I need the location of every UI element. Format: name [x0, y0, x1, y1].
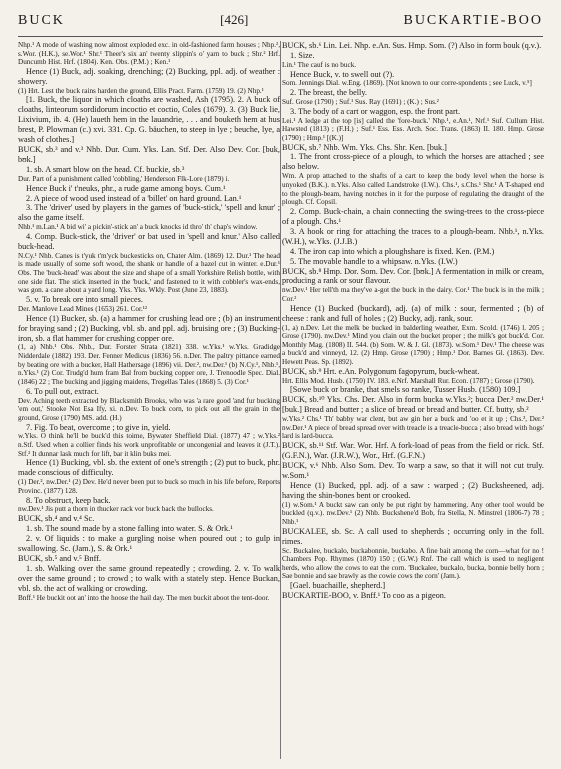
column-divider: [280, 41, 281, 759]
citation-paragraph: nw.Dev.¹ Jis putt a thorn in thucker rack vor buck back the bullocks.: [18, 505, 214, 514]
sense-paragraph: 1. sb. A smart blow on the head. Cf. buckie, sb.³: [26, 165, 185, 174]
citation-paragraph: (1, a) n.Dev. Let the melk be bucked in balderling weather, Exm. Scold. (1746) l. 205 ; Grose (1790). nw.Dev.¹ Mind you clain out the bucket proper ; the milk's got buck'd. Cor. Monthly Mag. (1808) II. 544. (b) Som. W. & J. Gl. (1873). w.Som.¹ Dev.¹ The cheese was a buck'd and vinneyd, 12. (2) Hmp. Grose (1790) ; Hmp.¹ Dor. Barnes Gl. (1863). Dev. Hewett Peas. Sp. (1892).: [282, 323, 544, 367]
citation-paragraph: (1) Hrt. Lest the buck rains harden the ground, Ellis Pract. Farm. (1759) 19. (2) Nhp.¹: [18, 86, 264, 95]
sense-paragraph: 7. Fig. To beat, overcome ; to give in, yield.: [26, 422, 171, 432]
entry-paragraph: BUCK, v.⁶ Nhb. Also Som. Dev. To warp a saw, so that it will not cut truly. w.Som.¹: [282, 460, 544, 480]
sense-paragraph: 5. v. To break ore into small pieces.: [26, 295, 143, 305]
sense-paragraph: 2. Comp. Buck-chain, a chain connecting the swing-trees to the cross-piece of a plough. Chs.¹: [282, 206, 544, 226]
sense-paragraph: 2. The breast, the belly.: [290, 88, 367, 98]
entry-paragraph: BUCK, sb.¹⁰ Yks. Chs. Der. Also in form bucka w.Yks.²; bucca Der.² nw.Der.¹ [buk.] Bread and butter ; a slice of bread or bread and butter. Cf. butty, sb.²: [282, 395, 544, 415]
citation-paragraph: Der. Manlove Lead Mines (1653) 261. Cor.¹²: [18, 304, 148, 313]
sense-paragraph: 2. A piece of wood used instead of a 'billet' on hard ground. Lan.¹: [26, 193, 242, 203]
citation-paragraph: Lin.¹ The cauf is no buck.: [282, 60, 357, 69]
sense-paragraph: [Sowe buck or branke, that smels so ranke, Tusser Husb. (1580) 109.]: [290, 385, 521, 395]
sense-paragraph: 4. The iron cap into which a ploughshare is fixed. Ken. (P.M.): [290, 246, 495, 256]
sense-paragraph: 3. The body of a cart or waggon, esp. the front part.: [290, 106, 461, 116]
entry-paragraph: BUCK, sb.⁷ Nhb. Wm. Yks. Chs. Shr. Ken. [buk.]: [282, 142, 447, 152]
entry-paragraph: BUCK, sb.⁶ Lin. Lei. Nhp. e.An. Sus. Hmp. Som. (?) Also in form bouk (q.v.).: [282, 41, 542, 50]
entry-paragraph: BUCK, sb.³ and v.³ Nhb. Dur. Cum. Yks. Lan. Stf. Der. Also Dev. Cor. [buk, bʊk.]: [18, 145, 280, 165]
sense-paragraph: Hence (1) Buck, adj. soaking, drenching; (2) Bucking, ppl. adj. of weather : showery.: [18, 66, 280, 86]
sense-paragraph: 5. The movable handle to a whipsaw. n.Yks. (I.W.): [290, 256, 458, 266]
citation-paragraph: (1) Der.², nw.Der.¹ (2) Dev. He'd never been put to buck so much in his life before, Reports Provinc. (1877) 128.: [18, 478, 280, 495]
citation-paragraph: Nhp.¹ A mode of washing now almost exploded exc. in old-fashioned farm houses ; Nhp.², s.Wor. (H.K.), se.Wor.¹ Shr.¹ Theer's six an' twenty slippin's o' yarn to buck ; Shr.² Hrf. Duncumb Hist. Hrf. (1804). Ken. Obs. (P.M.) ; Ken.¹: [18, 41, 280, 67]
sense-paragraph: Hence (1) Bucking, vbl. sb. the extent of one's strength ; (2) put to buck, phr. made conscious of difficulty.: [18, 458, 280, 478]
header-rule: [18, 36, 543, 37]
sense-paragraph: 1. sb. Walking over the same ground repeatedly ; crowding. 2. v. To walk over the same ground ; to crowd ; to walk with a stately step. Hence Buckan, vbl. sb. the act of walking or crowding.: [18, 563, 280, 593]
right-column: [282, 41, 544, 763]
page-number: [426]: [220, 12, 249, 27]
left-column: [18, 41, 280, 763]
citation-paragraph: w.Yks.² Chs.¹ Th' babby war clent, but aw gin her a buck and 'oo et it up ; Chs.³, Der.² nw.Der.¹ A piece of bread spread over with treacle is a treacle-bucca ; also bread with hogs' lard is lard-bucca.: [282, 415, 544, 441]
sense-paragraph: Hence Buck i' t'neuks, phr., a rude game among boys. Cum.¹: [26, 183, 226, 193]
citation-paragraph: Dev. Aching teeth extracted by Blacksmith Brooks, who was 'a rare good 'and fur bucking 'em out,' Stooke Not Esa Ify, xi. n.Dev. To buck corn, to pick out all the grain in the ground, Grose (1790) MS. add. (H.): [18, 396, 280, 422]
running-header: [18, 12, 543, 36]
citation-paragraph: Suf. Grose (1790) ; Suf.¹ Sus. Ray (1691) ; (K.) ; Sus.²: [282, 98, 439, 107]
citation-paragraph: (1) w.Som.¹ A buckt saw can only be put right by hammering. Any other tool would be buckled (q.v.). nw.Dev.¹ (2) Nhb. Buckshene'd Bob, fra Stella, N. Minstrel (1806-7) 78 ; Nhb.¹: [282, 500, 544, 526]
citation-paragraph: Bnff.¹ He buckit oot an' into the hoose the hail day. The men buckit aboot the tent-door.: [18, 593, 270, 602]
sense-paragraph: 1. The front cross-piece of a plough, to which the horses are attached ; see also below.: [282, 152, 544, 172]
citation-paragraph: nw.Dev.¹ Her tell'th ma they've a-got the buck in the dairy. Cor.¹ The buck is in the milk ; Cor.²: [282, 286, 544, 304]
citation-paragraph: Dur. Part of a punishment called 'cobbling,' Henderson Flk-Lore (1879) i.: [18, 174, 230, 183]
citation-paragraph: Sc. Buckalee, buckalo, buckabonnie, buckabo. A fine bait among the corn—what for no ! Chambers Pop. Rhymes (1870) 150 ; (G.W.) Rnf. The call which is used to negligent herds, who allow the cows to eat the corn. 'Buckalee, buckalo, bucka, bonnie belly horn ; Sae bonnie and sae brawly as the cowie cows the corn' (Jam.).: [282, 546, 544, 581]
citation-paragraph: (1, a) Nhb.¹ Obs. Nhb., Dur. Forster Strata (1821) 338. w.Yks.¹ w.Yks. Gradidge Nidderdale (1882) 193. Der. Fenner Medicus (1836) 56. n.Der. The paltry pittance earned by beating ore with a bucker, Hall Hathersage (1896) vii. Der.², nw.Der.¹ (b) N.Cy.¹, Nhb.¹, n.Yks.¹ (2) Cor. Trudg'd hum fram Bal from bucking copper ore, J. Trenoodle Spec. Dial. (1846) 22 ; The bucking and jigging maidens, Tregellas Tales (1868) 5. (3) Cor.¹: [18, 343, 280, 386]
sense-paragraph: 6. To pull out, extract.: [26, 386, 99, 396]
citation-paragraph: Nhb.¹ m.Lan.¹ A bid wi' a pickin'-stick an' a buck knocks id thro' th' chap's window.: [18, 223, 258, 232]
sense-paragraph: 4. Comp. Buck-stick, the 'driver' or bat used in 'spell and knur.' Also called buck-head.: [18, 231, 280, 251]
sense-paragraph: 2. v. Of liquids : to make a gurgling noise when poured out ; to gulp in swallowing. Sc. (Jam.), S. & Ork.¹: [18, 533, 280, 553]
left-headword: BUCK: [18, 13, 65, 28]
entry-paragraph: BUCK, sb.⁴ and v.⁴ Sc.: [18, 514, 95, 524]
entry-paragraph: BUCK, sb.⁵ and v.⁵ Bnff.: [18, 553, 101, 563]
sense-paragraph: Hence (1) Bucked (buckard), adj. (a) of milk : sour, fermented ; (b) of cheese : rank and full of holes ; (2) Bucky, adj. rank, sour.: [282, 303, 544, 323]
sense-paragraph: 3. A hook or ring for attaching the traces to a plough-beam. Nhb.¹, n.Yks. (W.H.), w.Yks. (J.J.B.): [282, 226, 544, 246]
entry-paragraph: BUCK, sb.¹¹ Stf. War. Wor. Hrf. A fork-load of peas from the field or rick. Stf. (G.F.N.), War. (J.R.W.), Wor., Hrf. (G.F.N.): [282, 441, 544, 461]
citation-paragraph: Hrt. Ellis Mod. Husb. (1750) IV. 183. e.Nrf. Marshall Rur. Econ. (1787) ; Grose (1790).: [282, 376, 535, 385]
right-headword: BUCKARTIE-BOO: [403, 13, 543, 28]
sense-paragraph: 1. sb. The sound made by a stone falling into water. S. & Ork.¹: [26, 524, 233, 534]
citation-paragraph: N.Cy.¹ Nhb. Canes is t'yuk t'm'yck buckesticks on, Chater Alm. (1869) 12. Dur.¹ The head is made usually of some soft wood, the shank or handle of a hazel cut in winter. e.Dur.¹ Obs. The 'buck-head' was about the size and shape of a small Yorkshire Relish bottle, with one side flat. The stick inserted in the 'buck,' and fastened to it with cobbler's wax-ends, was gon. a cane about a yard long. Yks. Yks. Wkly. Post (June 23, 1883).: [18, 251, 280, 295]
sense-paragraph: Hence (1) Bucker, sb. (a) a hammer for crushing lead ore ; (b) an instrument for braying sand ; (2) Bucking, vbl. sb. and ppl. adj. bruising ore ; (3) Bucking-iron, sb. a flat hammer for crushing copper ore.: [18, 313, 280, 343]
sense-paragraph: Hence (1) Bucked, ppl. adj. of a saw : warped ; (2) Bucksheened, adj. having the shin-bones bent or crooked.: [282, 480, 544, 500]
citation-paragraph: Wm. A prop attached to the shafts of a cart to keep the body level when the horse is unyoked (B.K.). n.Yks. Also called Landstroke (I.W.). Chs.¹, s.Chs.¹ Shr.¹ A T-shaped end to the plough-beam, having notches in it for the purpose of regulating the draught of the plough. Cf. Copsil.: [282, 172, 544, 207]
citation-paragraph: w.Yks. O think he'll be buck'd this toime, Bywater Sheffield Dial. (1877) 47 ; w.Yks.² n.Stf. Used when a collier finds his work unprofitable or uncongenial and leaves it (J.T.). Stf.² It dunnar lask much for lift, bar it klin buks mei.: [18, 432, 280, 458]
entry-paragraph: BUCK, sb.⁸ Hmp. Dor. Som. Dev. Cor. [bʊk.] A fermentation in milk or cream, producing a rank or sour flavour.: [282, 266, 544, 286]
entry-paragraph: BUCKALEE, sb. Sc. A call used to shepherds ; occurring only in the foll. rimes.: [282, 526, 544, 546]
sense-paragraph: 1. Size.: [290, 50, 315, 60]
sense-paragraph: Hence Buck, v. to swell out (?).: [290, 69, 395, 79]
sense-paragraph: 3. The 'driver' used by players in the games of 'buck-stick,' 'spell and knur' ; also the game itself.: [18, 203, 280, 223]
sense-paragraph: 8. To obstruct, keep back.: [26, 495, 111, 505]
citation-paragraph: Lei.¹ A ledge at the top [is] called the 'fore-buck.' Nhp.¹, e.An.¹, Nrf.¹ Suf. Cullum Hist. Hawsted (1813) ; (F.H.) ; Suf.¹ Ess. Ess. Arch. Soc. Trans. (1863) II. 180. Hmp. Grose (1790) ; Hmp.¹ [(K.)]: [282, 116, 544, 142]
sense-paragraph: [Gael. buachaille, shepherd.]: [290, 581, 386, 591]
entry-paragraph: BUCKARTIE-BOO, v. Bnff.¹ To coo as a pigeon.: [282, 591, 446, 600]
entry-paragraph: BUCK, sb.⁹ Hrt. e.An. Polygonum fagopyrum, buck-wheat.: [282, 366, 480, 376]
citation-paragraph: Som. Jennings Dial. w.Eng. (1869). [Not known to our corre-spondents ; see Luck, v.⁵]: [282, 79, 532, 88]
sense-paragraph: [1. Buck, the liquor in which cloaths are washed, Ash (1795). 2. A buck of cloaths, linteorum sordidorum incoctio et coctio, Coles (1679). 3. (3) Buck lie, Lixivium, ib. 4. (He) laueth hem in the lauandrie, . . . and bouketh hem at hus brest, P. Plowman (c.) xvi. 331. Cp. G. bäuchen, to steep in lye ; beuche, lye, a wash of clothes.]: [18, 95, 280, 145]
